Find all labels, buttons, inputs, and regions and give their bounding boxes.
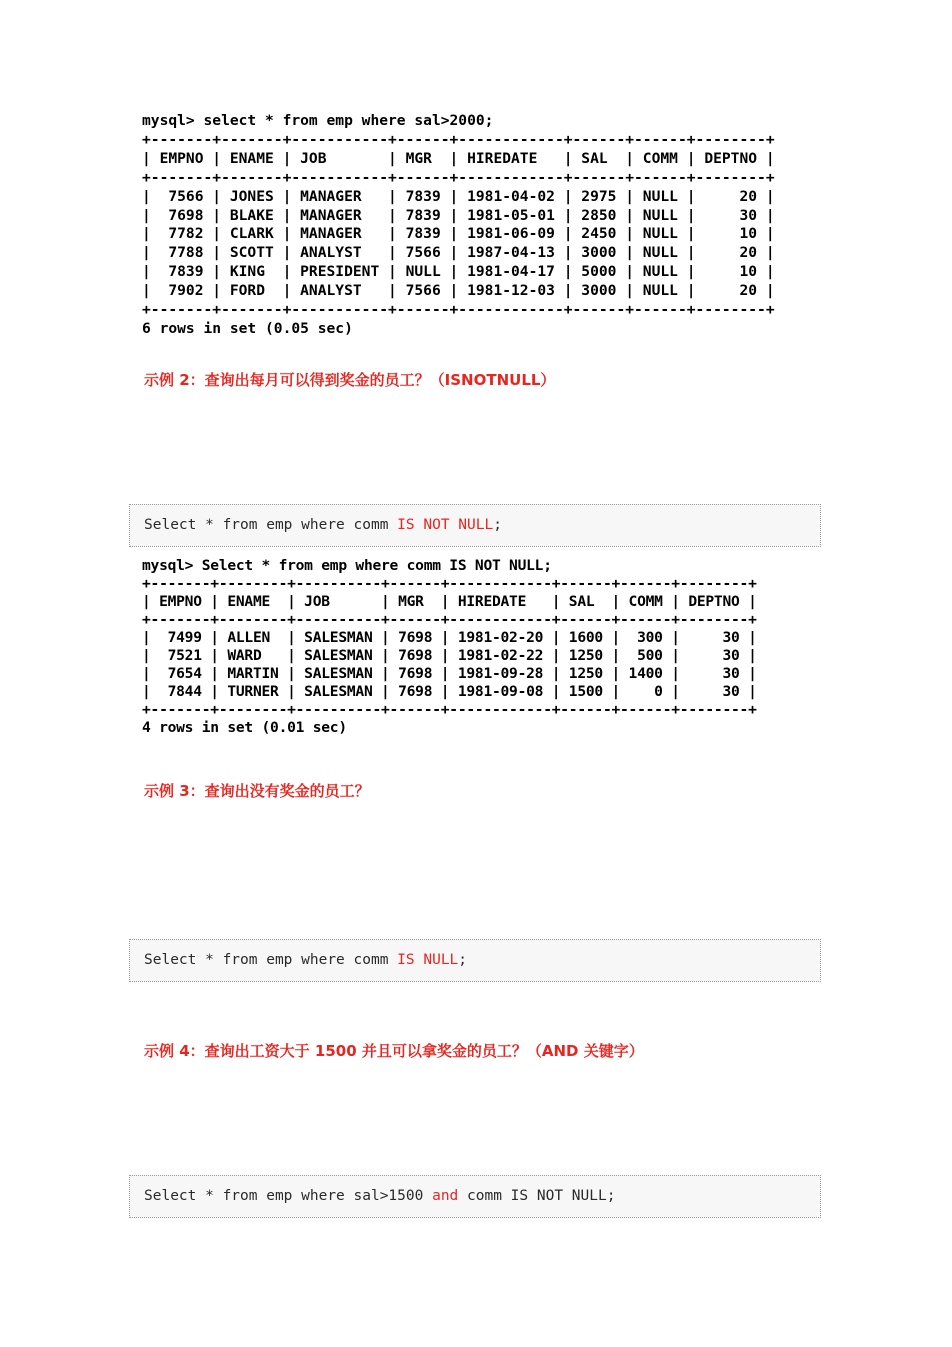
table-row: | 7521 | WARD | SALESMAN | 7698 | 1981-02-22 | 1250 | 500 | 30 | [142,647,757,664]
table-border: +-------+--------+----------+------+------------+------+------+--------+ [142,701,757,718]
console-line: mysql> select * from emp where sal>2000; [142,112,494,129]
example-2-heading: 示例 2：查询出每月可以得到奖金的员工？（ISNOTNULL） [144,371,556,389]
code-text: Select * from emp where comm [144,517,398,533]
code-text: ; [458,952,468,968]
code-block-is-not-null [129,504,821,547]
table-row: | 7698 | BLAKE | MANAGER | 7839 | 1981-05-01 | 2850 | NULL | 30 | [142,206,775,224]
table-row: | 7566 | JONES | MANAGER | 7839 | 1981-04-02 | 2975 | NULL | 20 | [142,187,775,205]
query-result-sal-over-2000 [142,112,775,339]
table-border: +-------+-------+-----------+------+------------+------+------+--------+ [142,168,775,186]
table-border: +-------+--------+----------+------+------------+------+------+--------+ [142,611,757,628]
query-result-comm-not-null [142,557,757,737]
code-block-and-condition [129,1175,821,1218]
table-row: | 7844 | TURNER | SALESMAN | 7698 | 1981-09-08 | 1500 | 0 | 30 | [142,683,757,700]
table-row: | 7654 | MARTIN | SALESMAN | 7698 | 1981-09-28 | 1250 | 1400 | 30 | [142,665,757,682]
code-text: ; [493,517,502,533]
table-border: +-------+-------+-----------+------+------------+------+------+--------+ [142,130,775,148]
table-header-row: | EMPNO | ENAME | JOB | MGR | HIREDATE | SAL | COMM | DEPTNO | [142,149,775,167]
table-row: | 7499 | ALLEN | SALESMAN | 7698 | 1981-02-20 | 1600 | 300 | 30 | [142,629,757,646]
code-keyword: and [432,1188,459,1204]
code-text: comm IS NOT NULL; [458,1188,616,1204]
code-keyword: IS NOT NULL [397,517,494,533]
table-row: | 7788 | SCOTT | ANALYST | 7566 | 1987-04-13 | 3000 | NULL | 20 | [142,244,775,262]
code-text: Select * from emp where sal>1500 [144,1188,433,1204]
example-3-heading: 示例 3：查询出没有奖金的员工？ [144,782,370,800]
table-row: | 7839 | KING | PRESIDENT | NULL | 1981-04-17 | 5000 | NULL | 10 | [142,263,775,281]
table-header-row: | EMPNO | ENAME | JOB | MGR | HIREDATE | SAL | COMM | DEPTNO | [142,593,757,610]
code-keyword: IS NULL [397,952,459,968]
table-row: | 7902 | FORD | ANALYST | 7566 | 1981-12-03 | 3000 | NULL | 20 | [142,282,775,300]
table-row: | 7782 | CLARK | MANAGER | 7839 | 1981-06-09 | 2450 | NULL | 10 | [142,225,775,243]
row-count-summary: 4 rows in set (0.01 sec) [142,719,347,736]
table-border: +-------+--------+----------+------+------------+------+------+--------+ [142,575,757,592]
code-text: Select * from emp where comm [144,952,398,968]
code-block-is-null [129,939,821,982]
console-line: mysql> Select * from emp where comm IS NOT NULL; [142,557,552,574]
table-border: +-------+-------+-----------+------+------------+------+------+--------+ [142,301,775,319]
example-4-heading: 示例 4：查询出工资大于 1500 并且可以拿奖金的员工？（AND 关键字） [144,1042,644,1060]
row-count-summary: 6 rows in set (0.05 sec) [142,319,353,337]
